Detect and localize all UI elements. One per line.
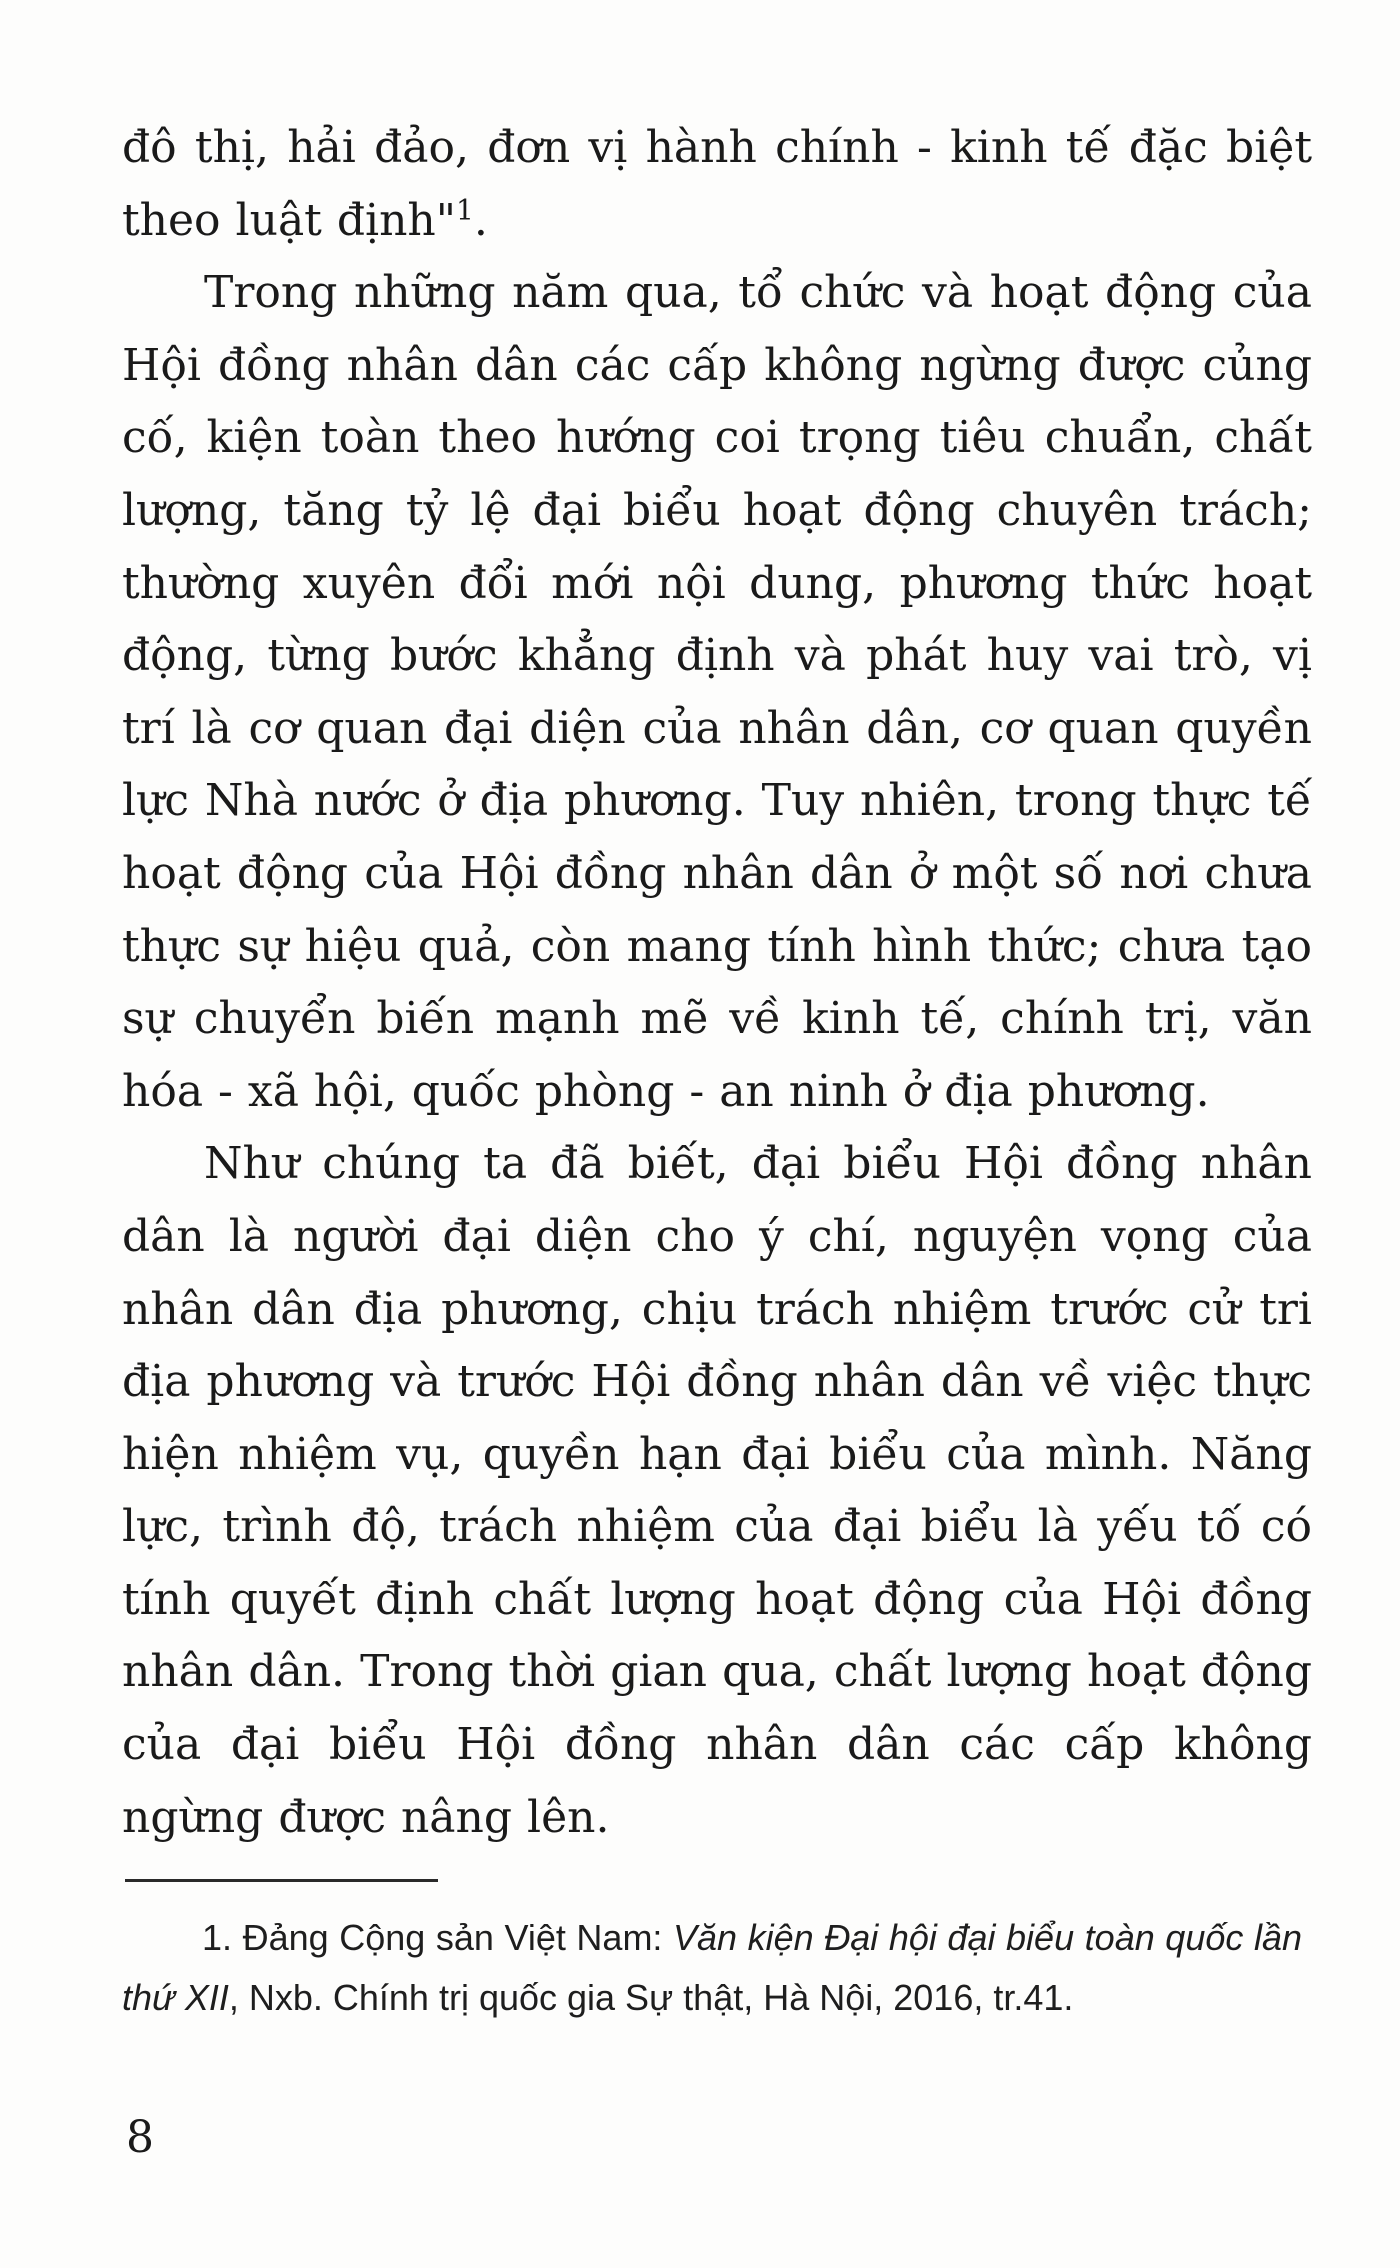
paragraph-continuation xyxy=(122,112,1312,257)
footnote-divider xyxy=(125,1879,438,1882)
footnote-reference: 1 xyxy=(456,192,474,226)
paragraph-2: Như chúng ta đã biết, đại biểu Hội đồng nhân dân là người đại diện cho ý chí, nguyện vọng của nhân dân địa phương, chịu trách nhiệm trước cử tri địa phương và trước Hội đồng nhân dân về việc thực hiện nhiệm vụ, quyền hạn đại biểu của mình. Năng lực, trình độ, trách nhiệm của đại biểu là yếu tố có tính quyết định chất lượng hoạt động của Hội đồng nhân dân. Trong thời gian qua, chất lượng hoạt động của đại biểu Hội đồng nhân dân các cấp không ngừng được nâng lên. xyxy=(122,1138,1312,1843)
footnote-prefix: 1. Đảng Cộng sản Việt Nam: xyxy=(202,1917,673,1958)
footnote-suffix: , Nxb. Chính trị quốc gia Sự thật, Hà Nội, 2016, tr.41. xyxy=(228,1977,1074,2018)
body-text xyxy=(122,112,1312,1854)
paragraph-1: Trong những năm qua, tổ chức và hoạt động của Hội đồng nhân dân các cấp không ngừng được củng cố, kiện toàn theo hướng coi trọng tiêu chuẩn, chất lượng, tăng tỷ lệ đại biểu hoạt động chuyên trách; thường xuyên đổi mới nội dung, phương thức hoạt động, từng bước khẳng định và phát huy vai trò, vị trí là cơ quan đại diện của nhân dân, cơ quan quyền lực Nhà nước ở địa phương. Tuy nhiên, trong thực tế hoạt động của Hội đồng nhân dân ở một số nơi chưa thực sự hiệu quả, còn mang tính hình thức; chưa tạo sự chuyển biến mạnh mẽ về kinh tế, chính trị, văn hóa - xã hội, quốc phòng - an ninh ở địa phương. xyxy=(122,267,1312,1117)
footnote xyxy=(122,1908,1302,2028)
paragraph-0-text: đô thị, hải đảo, đơn vị hành chính - kinh tế đặc biệt theo luật định" xyxy=(122,122,1312,246)
footnote-title: Văn kiện Đại hội đại biểu toàn quốc lần thứ XII xyxy=(122,1917,1302,2018)
paragraph-0-end: . xyxy=(473,194,488,246)
page-number: 8 xyxy=(126,2112,154,2163)
